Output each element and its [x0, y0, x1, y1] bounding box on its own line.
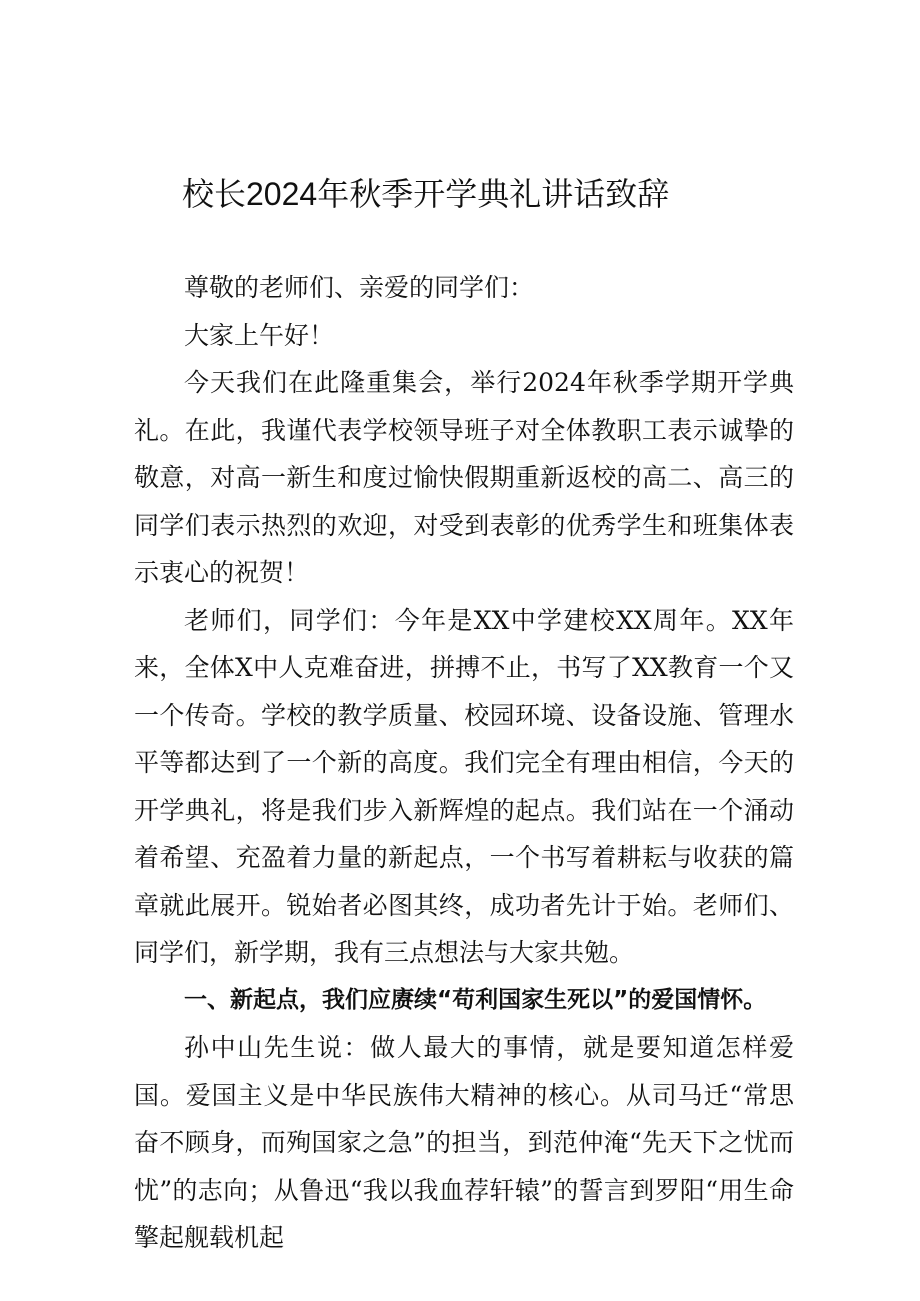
document-body [134, 264, 794, 1262]
salutation: 尊敬的老师们、亲爱的同学们： [184, 273, 535, 302]
greeting: 大家上午好！ [184, 320, 335, 350]
section-heading-1: 一、新起点，我们应赓续“苟利国家生死以”的爱国情怀。 [184, 986, 767, 1013]
paragraph-anniversary: 老师们，同学们：今年是XX中学建校XX周年。XX年来，全体X中人克难奋进，拼搏不止，书写了XX教育一个又一个传奇。学校的教学质量、校园环境、设备设施、管理水平等都达到了一个新的高度。我们完全有理由相信，今天的开学典礼，将是我们步入新辉煌的起点。我们站在一个涌动着希望、充盈着力量的新起点，一个书写着耕耘与收获的篇章就此展开。锐始者必图其终，成功者先计于始。老师们、同学们，新学期，我有三点想法与大家共勉。 [134, 605, 794, 967]
paragraph-opening: 今天我们在此隆重集会，举行2024年秋季学期开学典礼。在此，我谨代表学校领导班子对全体教职工表示诚挚的敬意，对高一新生和度过愉快假期重新返校的高二、高三的同学们表示热烈的欢迎，对受到表彰的优秀学生和班集体表示衷心的祝贺！ [134, 368, 794, 587]
paragraph-patriotism: 孙中山先生说：做人最大的事情，就是要知道怎样爱国。爱国主义是中华民族伟大精神的核心。从司马迁“常思奋不顾身，而殉国家之急”的担当，到范仲淹“先天下之忧而忧”的志向；从鲁迅“我以我血荐轩辕”的誓言到罗阳“用生命擎起舰载机起 [134, 1033, 794, 1252]
document-title: 校长2024年秋季开学典礼讲话致辞 [182, 176, 670, 212]
